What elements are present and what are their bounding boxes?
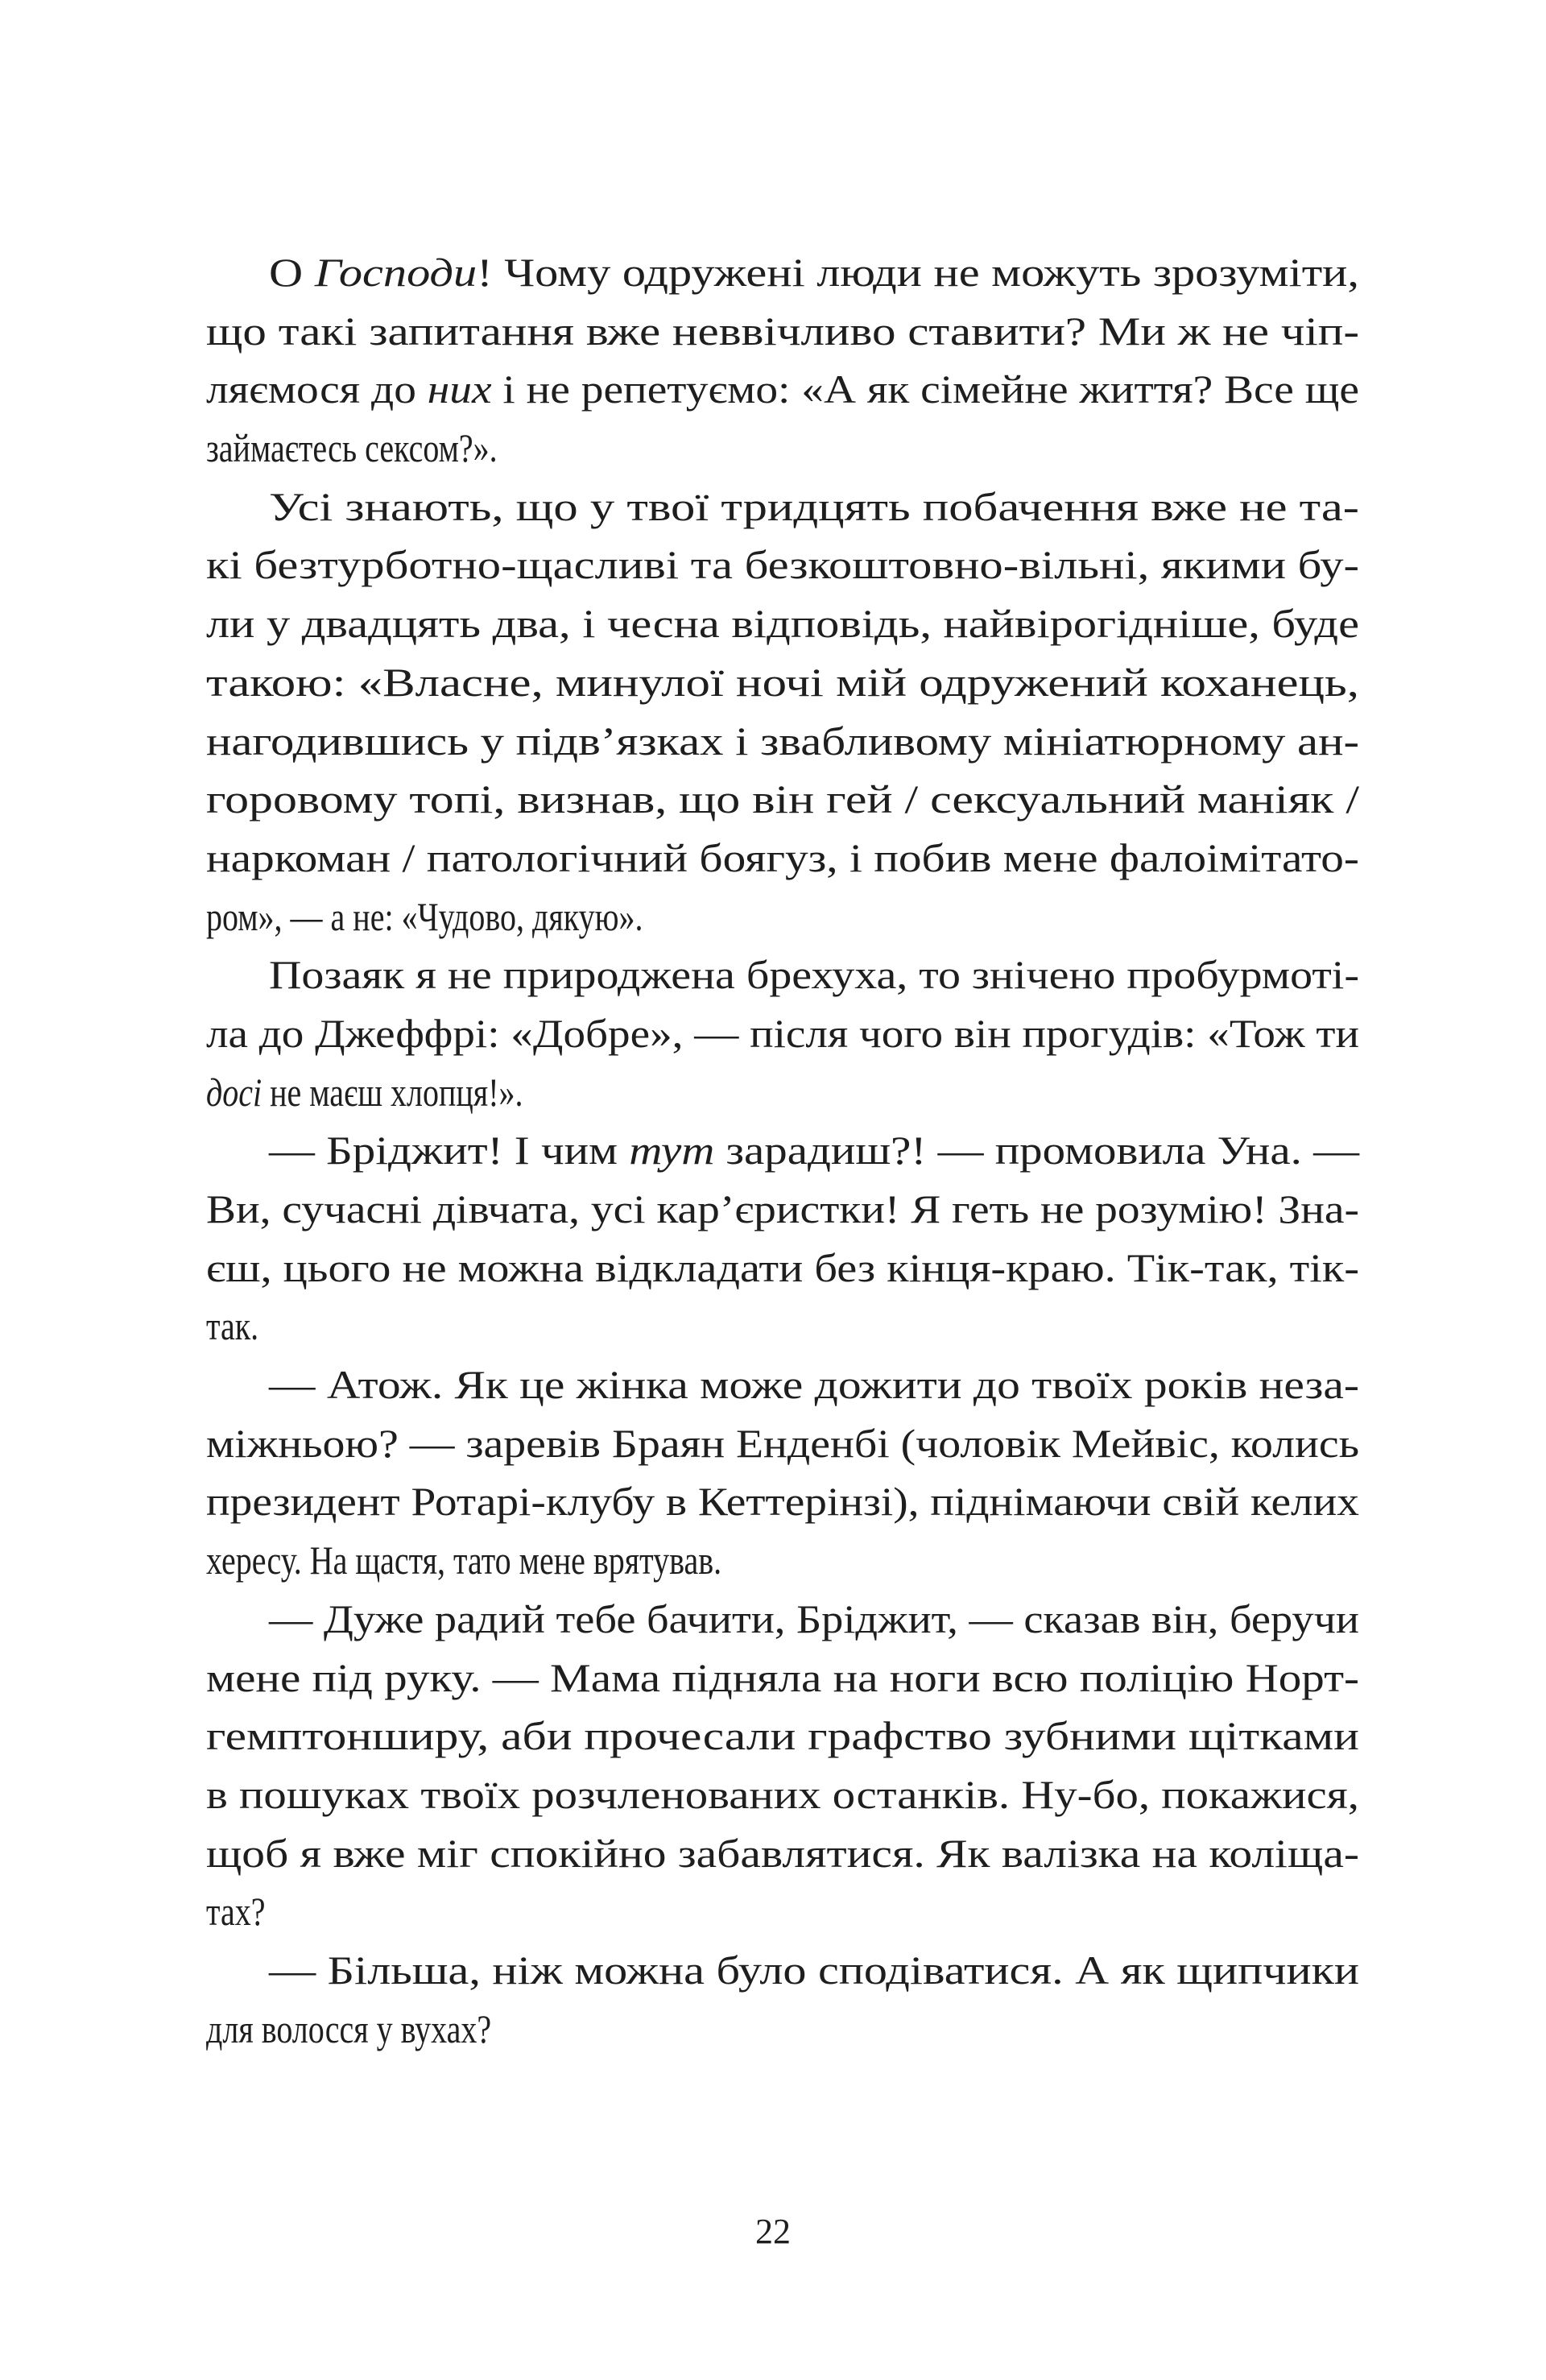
text-run: горовому топі, визнав, що він гей / сексуальний маніяк / xyxy=(206,776,1359,822)
text-line xyxy=(206,1414,1492,1473)
text-line xyxy=(206,888,1129,946)
text-run: зарадиш?! — промовила Уна. — xyxy=(714,1128,1359,1173)
text-run: ли у двадцять два, і чесна відповідь, найвірогідніше, буде xyxy=(206,601,1359,647)
text-run: ром», — а не: «Чудово, дякую». xyxy=(206,893,643,939)
text-run: — Атож. Як це жінка може дожити до твоїх років неза- xyxy=(268,1362,1359,1408)
text-line xyxy=(206,1472,1483,1531)
paragraph-first-line xyxy=(206,1941,1546,2000)
text-run: нагодившись у підв’язках і звабливому мініатюрному ан- xyxy=(206,718,1359,764)
text-line xyxy=(206,1239,1504,1298)
text-run: такою: «Власне, минулої ночі мій одружений коханець, xyxy=(206,659,1359,705)
text-run: щоб я вже міг спокійно забавлятися. Як валізка на коліща- xyxy=(206,1830,1359,1876)
text-run: мене під руку. — Мама підняла на ноги всю поліцію Норт- xyxy=(206,1654,1359,1700)
text-line xyxy=(206,419,1129,478)
text-line xyxy=(206,1297,1129,1356)
text-line xyxy=(206,360,1484,419)
paragraph-first-line xyxy=(206,1590,1459,1649)
text-line xyxy=(206,1824,1532,1883)
text-run: кі безтурботно-щасливі та безкоштовно-вільні, якими бу- xyxy=(206,542,1359,588)
paragraph-first-line xyxy=(206,243,1546,302)
body-text xyxy=(206,243,1359,2058)
text-run: Усі знають, що у твої тридцять побачення вже не та- xyxy=(268,483,1359,529)
text-run: — Дуже радий тебе бачити, Бріджит, — сказав він, беручи xyxy=(268,1596,1359,1641)
paragraph-first-line xyxy=(206,1356,1532,1414)
italic-text: них xyxy=(427,366,492,412)
text-run: Ви, сучасні дівчата, усі кар’єристки! Я геть не розумію! Зна- xyxy=(206,1186,1359,1231)
text-run: О xyxy=(268,250,315,295)
text-run: наркоман / патологічний боягуз, і побив мене фалоімітато- xyxy=(206,834,1360,880)
italic-text: Господи xyxy=(314,250,477,295)
text-run: ла до Джеффрі: «Добре», — після чого він прогудів: «Тож ти xyxy=(206,1010,1359,1056)
text-line xyxy=(206,594,1546,653)
paragraph-first-line xyxy=(206,478,1546,536)
text-run: єш, цього не можна відкладати без кінця-краю. Тік-так, тік- xyxy=(206,1244,1359,1290)
text-line xyxy=(206,829,1527,888)
text-run: міжньою? — заревів Браян Енденбі (чоловік Мейвіс, колись xyxy=(206,1420,1359,1466)
text-run: для волосся у вухах? xyxy=(206,2005,492,2051)
paragraph-first-line xyxy=(206,946,1496,1004)
text-line xyxy=(206,1882,1129,1941)
text-run: — Більша, ніж можна було сподіватися. А як щипчики xyxy=(268,1947,1359,1993)
text-run: ! Чому одружені люди не можуть зрозуміти, xyxy=(477,250,1359,295)
text-line xyxy=(206,1765,1515,1824)
italic-text: тут xyxy=(629,1128,715,1173)
text-run: і не репетуємо: «А як сімейне життя? Все ще xyxy=(491,366,1359,412)
text-run: Позаяк я не природжена брехуха, то знічено пробурмоті- xyxy=(268,952,1359,998)
text-run: ляємося до xyxy=(206,366,428,412)
text-line xyxy=(206,1707,1546,1765)
italic-text: досі xyxy=(206,1069,262,1115)
text-line xyxy=(206,770,1546,829)
text-line xyxy=(206,1531,1129,1590)
text-run: в пошуках твоїх розчленованих останків. Ну-бо, покажися, xyxy=(206,1771,1359,1817)
text-run: — Бріджит! І чим xyxy=(268,1128,630,1173)
text-run: гемптонширу, аби прочесали графство зубними щітками xyxy=(206,1713,1359,1759)
text-line xyxy=(206,653,1546,712)
text-line xyxy=(206,712,1546,771)
text-run: не маєш хлопця!». xyxy=(262,1069,523,1115)
text-line xyxy=(206,302,1546,361)
text-run: що такі запитання вже неввічливо ставити? Ми ж не чіп- xyxy=(206,308,1359,354)
text-line xyxy=(206,2000,1129,2059)
paragraph-first-line xyxy=(206,1121,1519,1180)
text-run: так. xyxy=(206,1303,259,1349)
text-run: тах? xyxy=(206,1889,266,1935)
text-run: хересу. На щастя, тато мене врятував. xyxy=(206,1538,722,1583)
text-run: президент Ротарі-клубу в Кеттерінзі), піднімаючи свій келих xyxy=(206,1479,1359,1525)
text-line xyxy=(206,536,1546,594)
page-number: 22 xyxy=(755,2212,791,2251)
text-line xyxy=(206,1004,1478,1063)
text-run: займаєтесь сексом?». xyxy=(206,425,498,471)
text-line xyxy=(206,1649,1522,1707)
text-line xyxy=(206,1180,1485,1239)
text-line xyxy=(206,1063,1129,1122)
